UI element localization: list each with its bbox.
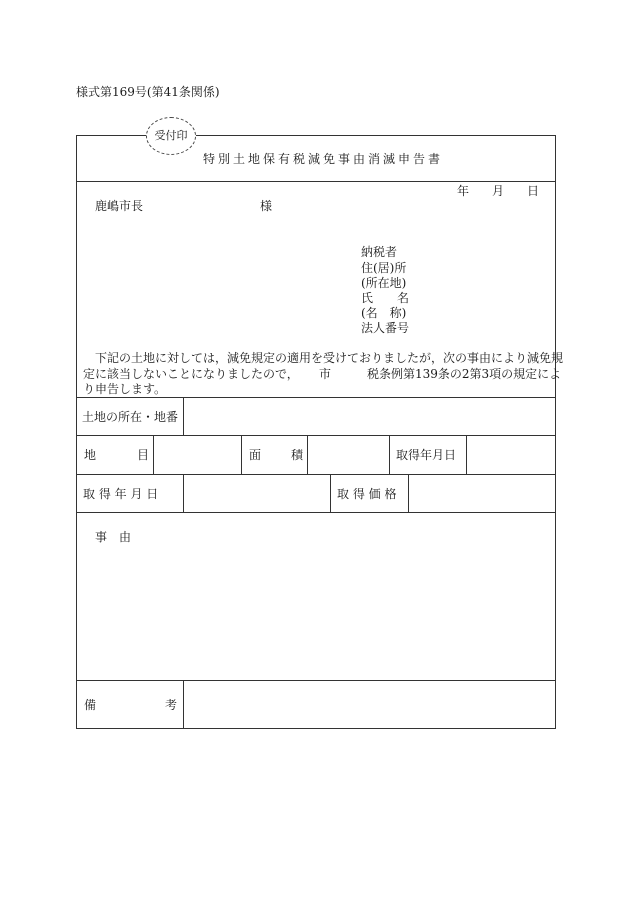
land-location-label: 土地の所在・地番 (82, 410, 179, 424)
row3-divider-1 (183, 474, 184, 512)
addressee-name: 鹿嶋市長 (95, 199, 144, 213)
date-month: 月 (492, 184, 505, 198)
acquisition-date-label-left: 取 得 年 月 日 (83, 487, 159, 501)
row2-divider-1 (153, 435, 154, 474)
taxpayer-name-alt-label: (名 称) (361, 306, 407, 320)
row5-divider (183, 680, 184, 729)
body-line-1: 下記の土地に対しては，減免規定の適用を受けておりましたが，次の事由により減免規 (95, 351, 564, 365)
form-title: 特別土地保有税減免事由消滅申告書 (203, 152, 444, 166)
row2-divider-2 (241, 435, 242, 474)
table-divider-1 (76, 397, 556, 398)
row3-divider-3 (408, 474, 409, 512)
table-divider-5 (76, 680, 556, 681)
body-line-2a: 定に該当しないことになりましたので， (83, 367, 299, 381)
land-category-label-a: 地 (84, 448, 97, 462)
area-label-a: 面 (249, 448, 262, 462)
taxpayer-location-label: (所在地) (361, 276, 407, 290)
form-frame (76, 135, 556, 729)
form-number: 様式第169号(第41条関係) (76, 85, 220, 99)
taxpayer-corporate-number-label: 法人番号 (361, 321, 410, 335)
row2-divider-5 (466, 435, 467, 474)
reception-stamp (146, 117, 196, 155)
row2-divider-4 (389, 435, 390, 474)
row2-divider-3 (307, 435, 308, 474)
taxpayer-name-label: 氏 名 (361, 291, 410, 305)
body-line-3: り申告します。 (83, 382, 167, 396)
acquisition-date-label-right: 取得年月日 (396, 448, 457, 462)
area-label-b: 積 (291, 448, 304, 462)
table-divider-2 (76, 435, 556, 436)
row1-divider (183, 397, 184, 435)
taxpayer-address-label: 住(居)所 (361, 261, 407, 275)
acquisition-price-label: 取 得 価 格 (337, 487, 397, 501)
body-line-2-city: 市 (319, 367, 332, 381)
date-year: 年 (457, 184, 470, 198)
land-category-label-b: 目 (137, 448, 150, 462)
addressee-honorific: 様 (260, 199, 273, 213)
table-divider-3 (76, 474, 556, 475)
title-divider (76, 181, 556, 182)
taxpayer-heading: 納税者 (361, 245, 398, 259)
body-line-2b: 税条例第139条の2第3項の規定によ (367, 367, 562, 381)
reason-label: 事 由 (95, 530, 132, 544)
stamp-label: 受付印 (154, 129, 188, 142)
remarks-label-b: 考 (165, 698, 178, 712)
remarks-label-a: 備 (84, 698, 97, 712)
date-day: 日 (527, 184, 540, 198)
row3-divider-2 (330, 474, 331, 512)
table-divider-4 (76, 512, 556, 513)
